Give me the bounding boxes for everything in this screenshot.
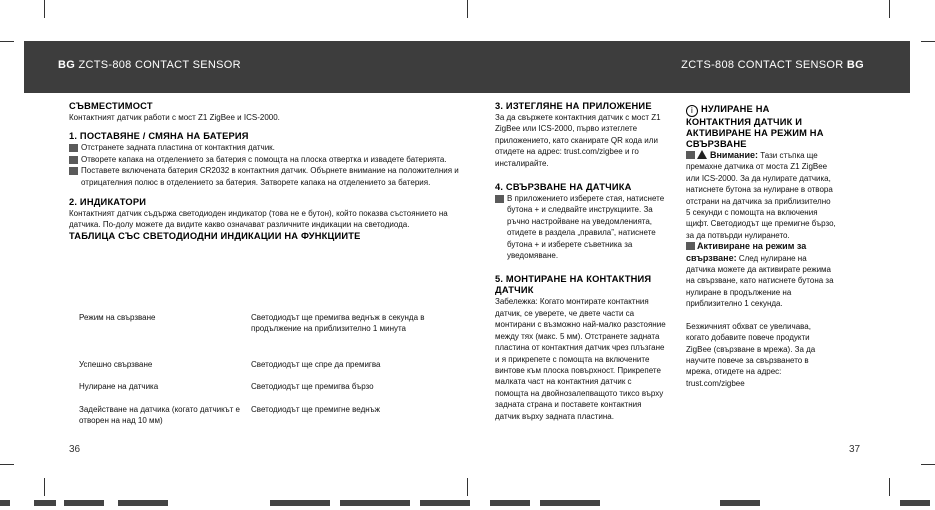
warning-triangle-icon (697, 150, 707, 159)
table-cell-function: Нулиране на датчика (79, 382, 159, 391)
header-right-title (681, 59, 864, 71)
left-page-column (69, 101, 459, 242)
crop-mark (921, 464, 935, 465)
pairing-paragraph (686, 241, 836, 309)
table-cell-led: Светодиодът ще спре да премигва (251, 360, 381, 369)
crop-mark (44, 0, 45, 18)
list-item-text: Отстранете задната пластина от контактния датчик. (81, 143, 275, 153)
crop-mark (467, 478, 468, 496)
table-cell-led: Светодиодът ще премигне веднъж (251, 405, 380, 414)
section-5-heading: 5. МОНТИРАНЕ НА КОНТАКТНИЯ ДАТЧИК (495, 274, 652, 296)
section-4-text: В приложението изберете стая, натиснете бутона + и следвайте инструкциите. За ръчно настройване на уведомленията, отидете в раздела „правила”, натиснете бутона + и изберете съветника за уведомяване. (507, 194, 665, 261)
warning-text: Тази стъпка ще премахне датчика от моста Z1 ZigBee или ICS-2000. За да нулирате датчика, натиснете бутона за нулиране в отвора отстрани на датчика за приблизително 5 секунди с помощта на включения щифт. Светодиодът ще премигне бързо, за да потвърди нулирането. (686, 151, 836, 240)
section-3-text: За да свържете контактния датчик с мост Z1 ZigBee или ICS-2000, първо изтеглете приложението, като сканирате QR кода или отидете на адрес: trust.com/zigbee и го инсталирайте. (495, 113, 661, 168)
page-number-left: 36 (69, 444, 81, 455)
compat-text: Контактният датчик работи с мост Z1 ZigBee и ICS-2000. (69, 113, 280, 122)
crop-mark (889, 478, 890, 496)
bullet-square-icon (686, 242, 695, 250)
list-item-text: Отворете капака на отделението за батерия с помощта на плоска отвертка и извадете батерията. (81, 154, 447, 164)
bullet-square-icon (686, 151, 695, 159)
table-cell-led: Светодиодът ще премигва веднъж в секунда в продължение на приблизително 1 минута (251, 313, 425, 334)
table-cell-function: Режим на свързване (79, 313, 156, 322)
header-left-text: ZCTS-808 CONTACT SENSOR (78, 59, 241, 71)
crop-mark (0, 41, 14, 42)
header-right-code: BG (846, 59, 864, 71)
crop-mark (0, 464, 14, 465)
list-item (69, 154, 459, 165)
table-cell-function: Успешно свързване (79, 360, 153, 369)
warning-paragraph (686, 150, 836, 241)
crop-mark (921, 41, 935, 42)
header-left-title (58, 59, 241, 71)
section-2-text: Контактният датчик съдържа светодиоден индикатор (това не е бутон), който показва състоянието на датчика. По-долу можете да видите какво означават различните индикации на светодиода. (69, 209, 448, 230)
bullet-square-icon (69, 156, 78, 164)
table-heading: ТАБЛИЦА СЪС СВЕТОДИОДНИ ИНДИКАЦИИ НА ФУНКЦИИТЕ (69, 230, 361, 241)
section-5-text: Забележка: Когато монтирате контактния датчик, се уверете, че двете части са монтирани с възможно най-малко разстояние между тях (макс. 5 мм). Отстранете задната пластина от контактния датчик чрез плъзгане и я прикрепете с помощта на включените винтове към плоска повърхност. Прикрепете малката част на контактния датчик с помощта на двойнозалепващото тиксо върху задната страна и поставете контактния датчик върху задната пластина. (495, 297, 666, 421)
info-icon: i (686, 105, 698, 117)
warning-label: Внимание: (710, 150, 758, 160)
reset-heading: i НУЛИРАНЕ НА КОНТАКТНИЯ ДАТЧИК И АКТИВИРАНЕ НА РЕЖИМ НА СВЪРЗВАНЕ (686, 104, 824, 149)
table-cell-function: Задействане на датчика (когато датчикът е отворен на над 10 мм) (79, 405, 240, 426)
range-text: Безжичният обхват се увеличава, когато добавите повече продукти ZigBee (свързване в мрежа). За да научите повече за свързването в мрежа, отидете на адрес: trust.com/zigbee (686, 321, 816, 388)
list-item (69, 142, 459, 153)
section-2-heading: 2. ИНДИКАТОРИ (69, 197, 147, 208)
bullet-square-icon (69, 144, 78, 152)
header-right-text: ZCTS-808 CONTACT SENSOR (681, 59, 844, 71)
bullet-square-icon (495, 195, 504, 203)
section-1-heading: 1. ПОСТАВЯНЕ / СМЯНА НА БАТЕРИЯ (69, 131, 249, 142)
page-number-right: 37 (849, 444, 861, 455)
list-item (495, 193, 667, 261)
compat-heading: СЪВМЕСТИМОСТ (69, 101, 153, 111)
pairing-label: Активиране на режим за свързване: (686, 241, 807, 263)
right-page-column-b (686, 104, 836, 389)
right-page-column-a (495, 101, 667, 422)
crop-mark (889, 0, 890, 18)
section-3-heading: 3. ИЗТЕГЛЯНЕ НА ПРИЛОЖЕНИЕ (495, 101, 652, 111)
crop-mark (467, 0, 468, 18)
pairing-text: След нулиране на датчика можете да активирате режима на свързване, като натиснете бутона за нулиране в продължение на приблизително 1 секунда. (686, 253, 834, 309)
table-cell-led: Светодиодът ще премигва бързо (251, 382, 374, 391)
list-item (69, 165, 459, 188)
bullet-square-icon (69, 167, 78, 175)
section-4-heading: 4. СВЪРЗВАНЕ НА ДАТЧИКА (495, 182, 632, 193)
list-item-text: Поставете включената батерия CR2032 в контактния датчик. Обърнете внимание на положителния и отрицателния полюс в отделението за батерия. Затворете капака на отделението за батерия. (81, 166, 459, 187)
led-table (79, 312, 439, 432)
registration-strip (0, 496, 935, 510)
header-left-code: BG (58, 59, 76, 71)
header-bar (24, 41, 910, 93)
crop-mark (44, 478, 45, 496)
